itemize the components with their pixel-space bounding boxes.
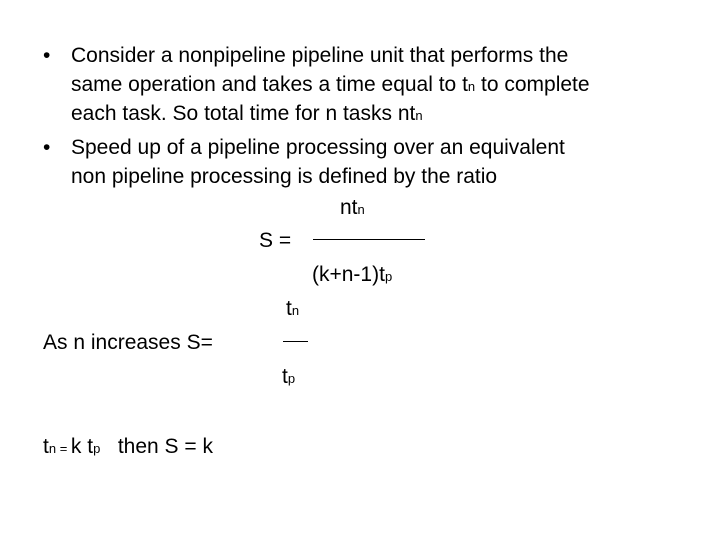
bullet-1-line-1 [71, 44, 568, 68]
subscript: n [467, 79, 476, 94]
text: then S = k [100, 435, 213, 458]
text: to complete [475, 73, 590, 96]
subscript: p [384, 269, 393, 284]
formula2-numerator [286, 297, 299, 323]
text: t [286, 297, 292, 320]
text: nt [340, 196, 358, 219]
text: non pipeline processing is defined by the ratio [71, 165, 498, 188]
bullet-2-line-2 [71, 165, 497, 189]
subscript: n [291, 303, 300, 318]
subscript: n [357, 202, 365, 217]
text: t [43, 435, 49, 458]
subscript: n [48, 441, 57, 456]
subscript: n [415, 108, 423, 123]
text: t [282, 365, 288, 388]
text: Speed up of a pipeline processing over an equivalent [71, 136, 565, 159]
text: k t [70, 435, 94, 458]
text: (k+n-1)t [312, 263, 385, 286]
equals-sign: = [56, 441, 71, 456]
formula2-fraction-bar [283, 341, 308, 342]
bullet-marker-2: • [43, 136, 51, 159]
bullet-1-line-3 [71, 102, 423, 128]
formula1-denominator [312, 263, 392, 289]
text: Consider a nonpipeline pipeline unit that performs the [71, 44, 569, 67]
subscript: p [93, 441, 101, 456]
formula3 [43, 435, 213, 461]
bullet-marker-1: • [43, 44, 51, 67]
text: each task. So total time for n tasks nt [71, 102, 416, 125]
formula2-label: As n increases S= [43, 331, 213, 354]
bullet-1-line-2 [71, 73, 590, 99]
text: same operation and takes a time equal to t [71, 73, 468, 96]
subscript: p [287, 371, 296, 386]
formula1-fraction-bar [313, 239, 425, 240]
formula1-numerator [340, 196, 365, 222]
formula2-denominator [282, 365, 295, 391]
formula1-lhs: S = [259, 229, 292, 252]
bullet-2-line-1 [71, 136, 565, 160]
